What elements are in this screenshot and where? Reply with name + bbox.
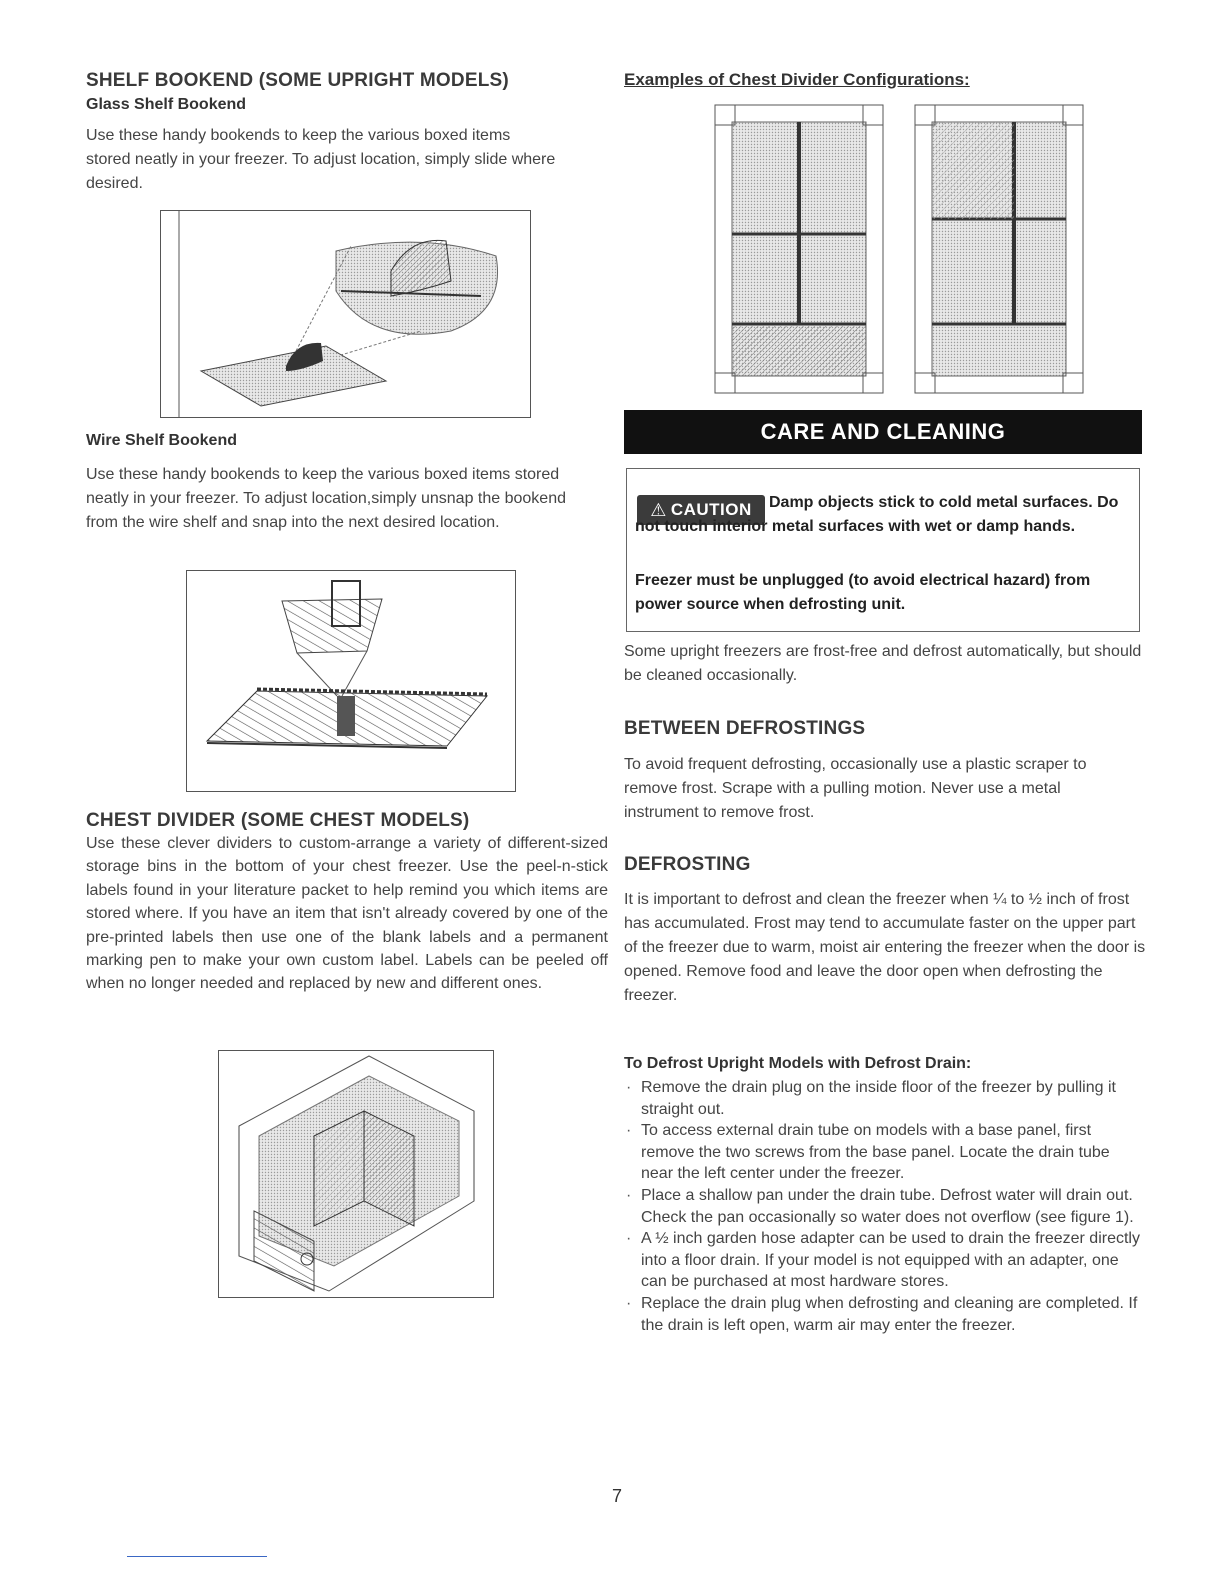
page-number: 7 — [612, 1486, 623, 1506]
caution-label: CAUTION — [670, 500, 752, 519]
list-item: · A ½ inch garden hose adapter can be used to drain the freezer directly into a floor drain. If your model is not equipped with an adapter, one can be purchased at most hardware stores. — [624, 1228, 1146, 1293]
warning-triangle-icon: ⚠ — [650, 499, 667, 520]
caution-unplug-text: Freezer must be unplugged (to avoid electrical hazard) from power source when defrosting unit. — [635, 572, 1091, 613]
caution-damp-objects-text: Damp objects stick to cold metal surfaces. Do not touch interior metal surfaces with wet or damp hands. — [635, 494, 1119, 535]
caution-box — [626, 468, 1140, 632]
list-item: · To access external drain tube on models with a base panel, first remove the two screws from the base panel. Locate the drain tube near the left center under the freezer. — [624, 1120, 1146, 1185]
wire-shelf-bookend-text: Use these handy bookends to keep the various boxed items stored neatly in your freezer. To adjust location,simply unsnap the bookend from the wire shelf and snap into the next desired location. — [86, 466, 566, 531]
wire-bookend-illustration — [186, 570, 516, 792]
divider-configuration-figure-1 — [714, 104, 884, 394]
glass-shelf-bookend-subheading: Glass Shelf Bookend — [86, 96, 247, 113]
footer-rule — [127, 1556, 267, 1557]
chest-divider-heading: CHEST DIVIDER (SOME CHEST MODELS) — [86, 810, 470, 831]
wire-shelf-bookend-subheading: Wire Shelf Bookend — [86, 432, 237, 449]
defrost-upright-subheading: To Defrost Upright Models with Defrost Drain: — [624, 1055, 972, 1072]
between-defrostings-text: To avoid frequent defrosting, occasionally use a plastic scraper to remove frost. Scrape with a pulling motion. Never use a metal instrument to remove frost. — [624, 756, 1087, 821]
care-and-cleaning-banner — [624, 410, 1142, 454]
care-intro-text: Some upright freezers are frost-free and defrost automatically, but should be cleaned occasionally. — [624, 643, 1142, 684]
glass-shelf-bookend-text: Use these handy bookends to keep the various boxed items stored neatly in your freezer. To adjust location, simply slide where desired. — [86, 127, 556, 192]
chest-divider-examples-heading: Examples of Chest Divider Configurations: — [624, 70, 970, 89]
care-and-cleaning-title: CARE AND CLEANING — [760, 419, 1006, 444]
between-defrostings-heading: BETWEEN DEFROSTINGS — [624, 718, 866, 739]
defrosting-text: It is important to defrost and clean the freezer when ¼ to ½ inch of frost has accumulated. Frost may tend to accumulate faster on the upper part of the freezer due to warm, moist air entering the freezer when the door is opened. Remove food and leave the door open when defrosting the freezer. — [624, 891, 1146, 1004]
list-item: · Remove the drain plug on the inside floor of the freezer by pulling it straight out. — [624, 1077, 1146, 1120]
glass-bookend-illustration — [160, 210, 531, 418]
list-item: · Replace the drain plug when defrosting and cleaning are completed. If the drain is left open, warm air may enter the freezer. — [624, 1293, 1146, 1336]
defrost-steps-list — [624, 1077, 1146, 1336]
defrosting-heading: DEFROSTING — [624, 854, 751, 875]
list-item: · Place a shallow pan under the drain tube. Defrost water will drain out. Check the pan occasionally so water does not overflow (see figure 1). — [624, 1185, 1146, 1228]
shelf-bookend-heading: SHELF BOOKEND (SOME UPRIGHT MODELS) — [86, 70, 509, 91]
chest-divider-illustration — [218, 1050, 494, 1298]
chest-divider-text: Use these clever dividers to custom-arrange a variety of different-sized storage bins in the bottom of your chest freezer. Use the peel-n-stick labels found in your literature packet to help remind you which items are stored where. If you have an item that isn't already covered by one of the pre-printed labels then use one of the blank labels and a permanent marking pen to make your own custom label. Labels can be peeled off when no longer needed and replaced by new and different ones. — [86, 835, 608, 993]
divider-configuration-figure-2 — [914, 104, 1084, 394]
